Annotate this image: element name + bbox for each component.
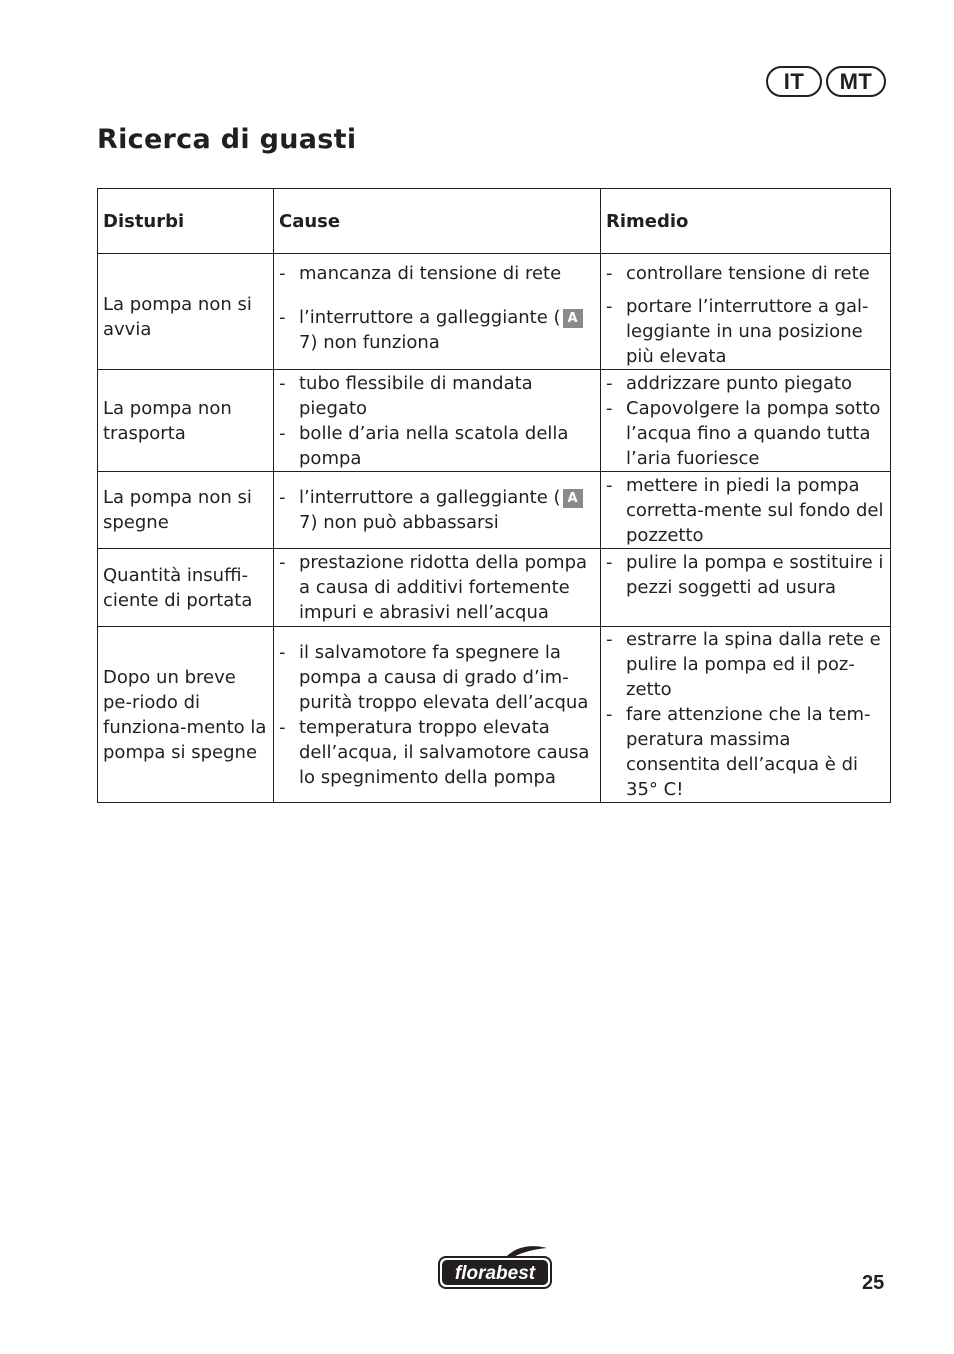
table-row (98, 370, 891, 472)
table-row (98, 254, 891, 370)
table-row (98, 472, 891, 549)
cause-item: - bolle d’aria nella scatola della pompa (279, 421, 596, 471)
causes-cell (274, 472, 601, 549)
cause-item: - mancanza di tensione di rete (279, 261, 596, 286)
cause-item-text: 7) non può abbassarsi (299, 512, 499, 533)
florabest-logo (437, 1246, 553, 1290)
column-header-rimedio: Rimedio (601, 189, 891, 254)
remedy-item: - Capovolgere la pompa sotto l’acqua fino a quando tutta l’aria fuoriesce (606, 396, 886, 471)
remedy-item: - addrizzare punto piegato (606, 371, 886, 396)
figure-a-badge: A (563, 489, 583, 508)
remedy-item: - estrarre la spina dalla rete e pulire la pompa ed il poz-zetto (606, 627, 886, 702)
cause-item (279, 485, 596, 535)
troubleshooting-table (97, 188, 891, 803)
remedy-item: - fare attenzione che la tem-peratura massima consentita dell’acqua è di 35° C! (606, 702, 886, 802)
remedies-cell (601, 254, 891, 370)
cause-item-text: 7) non funziona (299, 332, 440, 353)
figure-a-badge: A (563, 309, 583, 328)
language-badge-it: IT (766, 66, 822, 97)
problem-cell: Quantità insuffi-ciente di portata (98, 549, 274, 627)
problem-cell: Dopo un breve pe-riodo di funziona-mento la pompa si spegne (98, 627, 274, 803)
page-title: Ricerca di guasti (97, 124, 357, 155)
logo-leaf-icon (507, 1246, 547, 1257)
logo-wordmark: florabest (454, 1263, 536, 1284)
cause-item: - prestazione ridotta della pompa a causa di additivi fortemente impuri e abrasivi nell’acqua (279, 550, 596, 625)
remedies-cell (601, 472, 891, 549)
language-badges (766, 66, 886, 97)
remedies-cell (601, 549, 891, 627)
causes-cell (274, 549, 601, 627)
table-row (98, 627, 891, 803)
problem-cell: La pompa non si avvia (98, 254, 274, 370)
cause-item-text: l’interruttore a galleggiante ( (299, 307, 561, 328)
causes-cell (274, 254, 601, 370)
column-header-disturbi: Disturbi (98, 189, 274, 254)
cause-item: - temperatura troppo elevata dell’acqua, il salvamotore causa lo spegnimento della pompa (279, 715, 596, 790)
cause-item-text: l’interruttore a galleggiante ( (299, 487, 561, 508)
column-header-cause: Cause (274, 189, 601, 254)
remedy-item: - mettere in piedi la pompa corretta-mente sul fondo del pozzetto (606, 473, 886, 548)
remedy-item: - portare l’interruttore a gal-leggiante in una posizione più elevata (606, 294, 886, 369)
remedies-cell (601, 370, 891, 472)
page-number: 25 (862, 1272, 885, 1294)
causes-cell (274, 627, 601, 803)
cause-item: - il salvamotore fa spegnere la pompa a causa di grado d’im-purità troppo elevata dell’acqua (279, 640, 596, 715)
cause-item: - tubo flessibile di mandata piegato (279, 371, 596, 421)
remedies-cell (601, 627, 891, 803)
table-header-row (98, 189, 891, 254)
cause-item (279, 305, 596, 355)
causes-cell (274, 370, 601, 472)
remedy-item: - controllare tensione di rete (606, 261, 886, 286)
problem-cell: La pompa non si spegne (98, 472, 274, 549)
language-badge-mt: MT (826, 66, 886, 97)
table-row (98, 549, 891, 627)
problem-cell: La pompa non trasporta (98, 370, 274, 472)
remedy-item: - pulire la pompa e sostituire i pezzi soggetti ad usura (606, 550, 886, 600)
